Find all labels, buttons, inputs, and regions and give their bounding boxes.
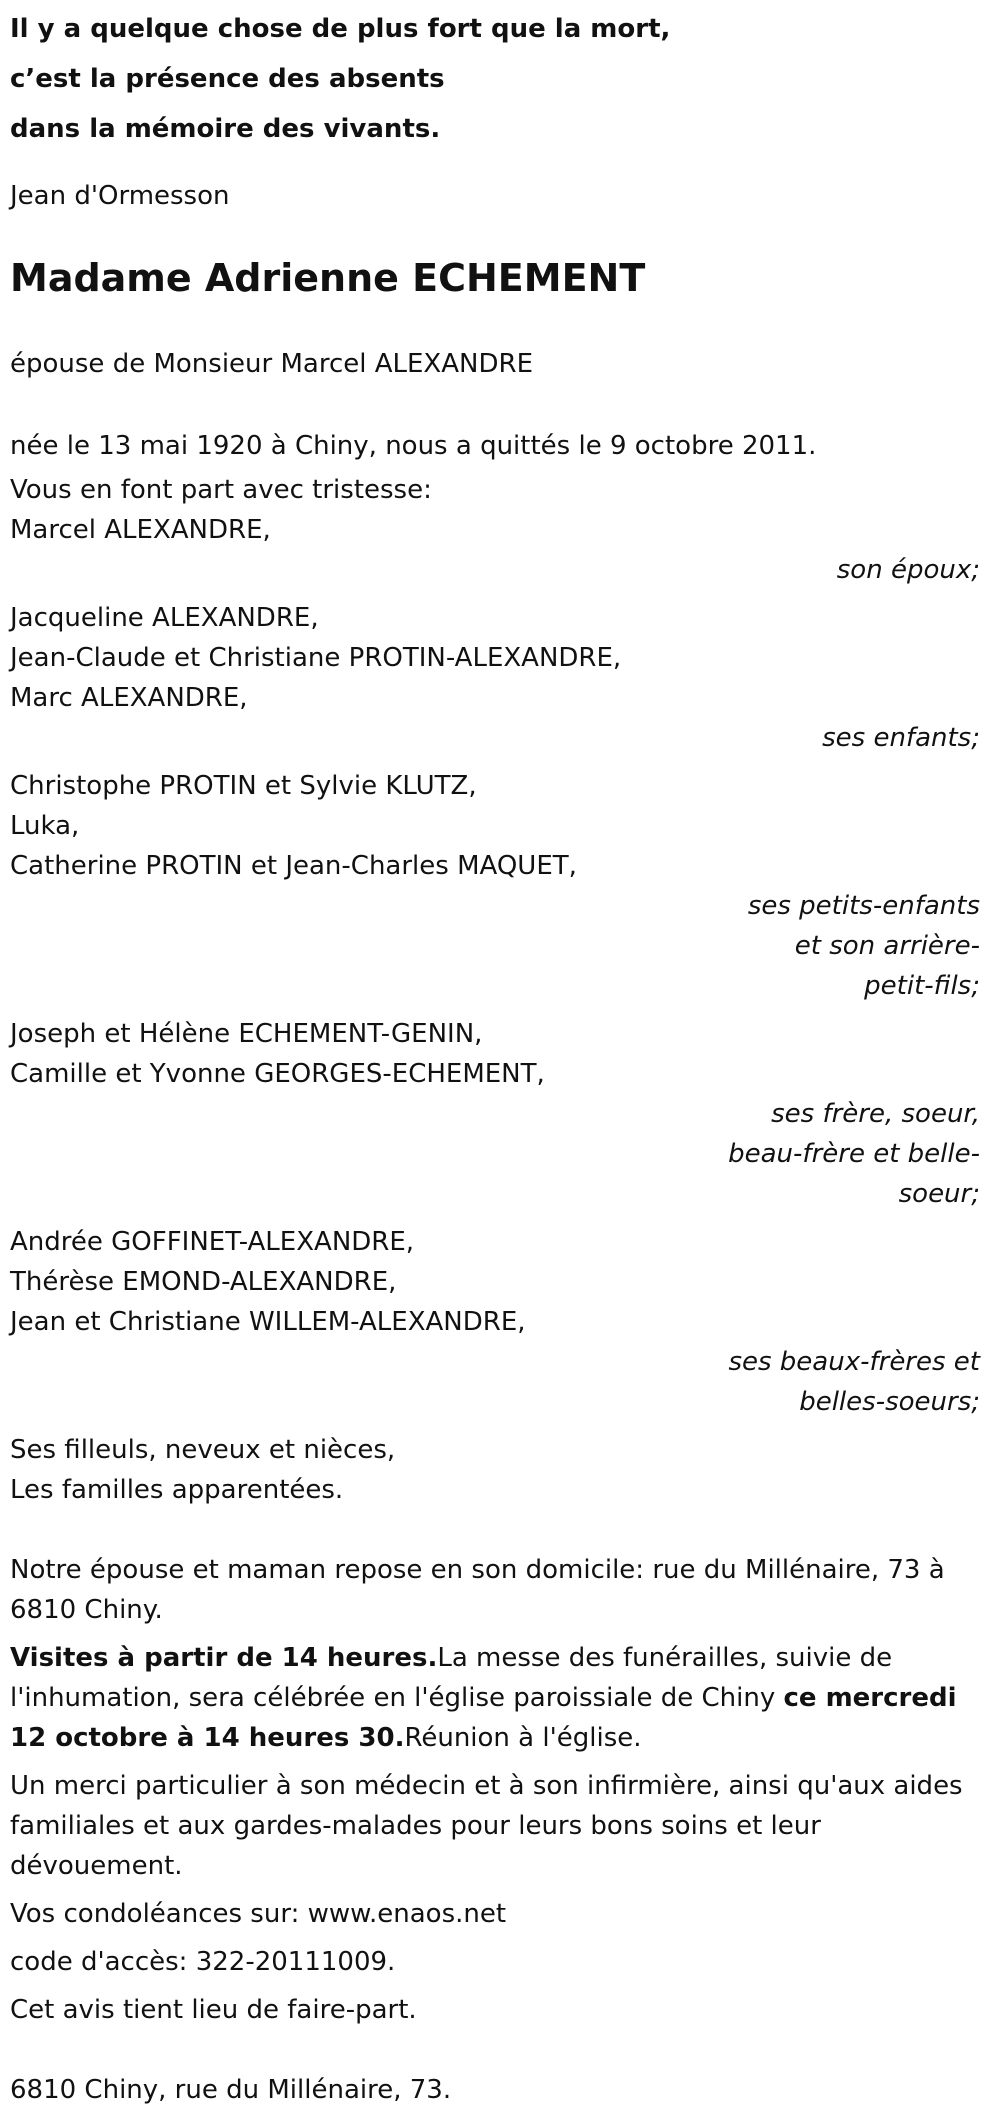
family-name: Joseph et Hélène ECHEMENT-GENIN,	[10, 1019, 483, 1049]
quote-line: Il y a quelque chose de plus fort que la mort,	[10, 14, 671, 44]
address-line: 6810 Chiny, rue du Millénaire, 73.	[10, 2075, 452, 2105]
notice-section	[10, 1550, 990, 2030]
family-role-line: petit-fils;	[864, 971, 980, 1001]
family-name: Camille et Yvonne GEORGES-ECHEMENT,	[10, 1059, 545, 1089]
family-name: Jean-Claude et Christiane PROTIN-ALEXANDRE,	[10, 643, 622, 673]
quote-line: c’est la présence des absents	[10, 64, 445, 94]
family-name: Marc ALEXANDRE,	[10, 683, 248, 713]
family-role-line: ses frère, soeur,	[771, 1099, 980, 1129]
birth-death-line: née le 13 mai 1920 à Chiny, nous a quittés le 9 octobre 2011.	[10, 431, 817, 461]
visits-text: Visites à partir de 14 heures.	[10, 1643, 438, 1673]
family-name: Jacqueline ALEXANDRE,	[10, 603, 319, 633]
family-section	[10, 470, 990, 1510]
family-group-spouse	[10, 510, 990, 590]
family-name: Luka,	[10, 811, 80, 841]
mass-text: La messe des funérailles, suivie de l'inhumation, sera célébrée en l'église paroissiale de Chiny	[10, 1643, 893, 1713]
quote-author: Jean d'Ormesson	[10, 181, 230, 211]
condolences-line: Vos condoléances sur: www.enaos.net	[10, 1899, 507, 1929]
obituary-page	[0, 4, 1000, 2105]
faire-part-line: Cet avis tient lieu de faire-part.	[10, 1995, 417, 2025]
family-group-grandchildren	[10, 766, 990, 1006]
family-role	[10, 886, 990, 1006]
family-name: Catherine PROTIN et Jean-Charles MAQUET,	[10, 851, 577, 881]
quote-block	[10, 4, 990, 154]
family-group-in-laws	[10, 1222, 990, 1422]
family-name: Thérèse EMOND-ALEXANDRE,	[10, 1267, 397, 1297]
family-role-line: soeur;	[898, 1179, 980, 1209]
family-role	[10, 1342, 990, 1422]
family-role-line: ses enfants;	[822, 723, 980, 753]
family-closing-line: Ses filleuls, neveux et nièces,	[10, 1435, 396, 1465]
quote-line: dans la mémoire des vivants.	[10, 114, 441, 144]
family-role-line: ses petits-enfants	[747, 891, 980, 921]
family-name: Marcel ALEXANDRE,	[10, 515, 271, 545]
mass-date-text: ce mercredi 12 octobre à 14 heures 30.	[10, 1683, 957, 1753]
family-group-children	[10, 598, 990, 758]
access-code-line: code d'accès: 322-20111009.	[10, 1947, 396, 1977]
deceased-name: Madame Adrienne ECHEMENT	[10, 256, 646, 300]
thanks-paragraph: Un merci particulier à son médecin et à son infirmière, ainsi qu'aux aides familiales et aux gardes-malades pour leurs bons soins et leur dévouement.	[10, 1771, 963, 1881]
spouse-line: épouse de Monsieur Marcel ALEXANDRE	[10, 349, 533, 379]
family-name: Christophe PROTIN et Sylvie KLUTZ,	[10, 771, 477, 801]
family-role	[10, 1094, 990, 1214]
rest-paragraph: Notre épouse et maman repose en son domicile: rue du Millénaire, 73 à 6810 Chiny.	[10, 1555, 945, 1625]
family-role	[10, 550, 990, 590]
funeral-paragraph	[10, 1638, 990, 1758]
meeting-text: Réunion à l'église.	[404, 1723, 642, 1753]
family-closing-line: Les familles apparentées.	[10, 1475, 344, 1505]
family-intro: Vous en font part avec tristesse:	[10, 475, 432, 505]
family-role-line: et son arrière-	[794, 931, 980, 961]
family-role	[10, 718, 990, 758]
family-role-line: son époux;	[836, 555, 980, 585]
family-name: Andrée GOFFINET-ALEXANDRE,	[10, 1227, 415, 1257]
family-name: Jean et Christiane WILLEM-ALEXANDRE,	[10, 1307, 526, 1337]
family-group-siblings	[10, 1014, 990, 1214]
family-role-line: belles-soeurs;	[799, 1387, 980, 1417]
family-role-line: ses beaux-frères et	[728, 1347, 980, 1377]
family-role-line: beau-frère et belle-	[728, 1139, 980, 1169]
